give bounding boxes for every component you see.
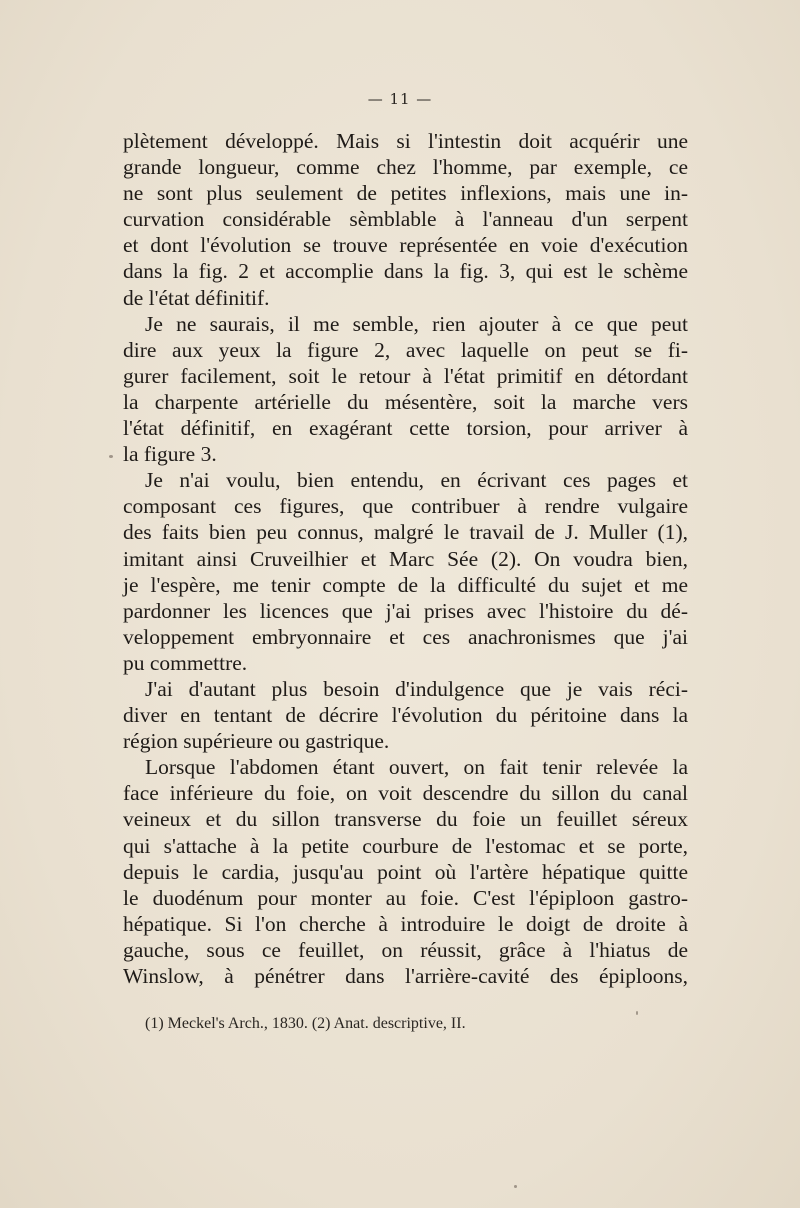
text-line: le duodénum pour monter au foie. C'est l'épiploon gastro- xyxy=(123,885,688,910)
footnote: (1) Meckel's Arch., 1830. (2) Anat. descriptive, II. xyxy=(145,1015,466,1032)
text-line: veineux et du sillon transverse du foie un feuillet séreux xyxy=(123,807,688,832)
text-line: plètement développé. Mais si l'intestin doit acquérir une xyxy=(123,129,688,153)
text-line: grande longueur, comme chez l'homme, par exemple, ce xyxy=(123,155,688,180)
text-line: la charpente artérielle du mésentère, soit la marche vers xyxy=(123,389,688,414)
paragraph-start-line: J'ai d'autant plus besoin d'indulgence que je vais réci- xyxy=(145,676,688,701)
text-line: région supérieure ou gastrique. xyxy=(123,729,390,754)
text-line: l'état définitif, en exagérant cette torsion, pour arriver à xyxy=(123,416,688,441)
page-number: — 11 — xyxy=(367,90,433,108)
text-line: veloppement embryonnaire et ces anachronismes que j'ai xyxy=(123,624,688,649)
text-line: gauche, sous ce feuillet, on réussit, grâce à l'hiatus de xyxy=(123,937,688,962)
text-line: imitant ainsi Cruveilhier et Marc Sée (2). On voudra bien, xyxy=(123,546,688,571)
text-line: dans la fig. 2 et accomplie dans la fig. 3, qui est le schème xyxy=(123,259,688,284)
text-line: dire aux yeux la figure 2, avec laquelle on peut se fi- xyxy=(123,337,688,362)
paper-speck xyxy=(109,455,113,458)
text-line: des faits bien peu connus, malgré le travail de J. Muller (1), xyxy=(123,520,688,545)
text-line: hépatique. Si l'on cherche à introduire le doigt de droite à xyxy=(123,911,688,936)
text-line: pu commettre. xyxy=(123,650,248,675)
paper-speck xyxy=(636,1011,638,1015)
text-line: pardonner les licences que j'ai prises avec l'histoire du dé- xyxy=(123,598,688,623)
text-line: diver en tentant de décrire l'évolution du péritoine dans la xyxy=(123,703,688,728)
paper-speck xyxy=(514,1185,517,1188)
body-text xyxy=(123,128,688,989)
text-line: face inférieure du foie, on voit descendre du sillon du canal xyxy=(123,781,688,806)
text-line: je l'espère, me tenir compte de la difficulté du sujet et me xyxy=(123,572,688,597)
text-line: Winslow, à pénétrer dans l'arrière-cavité des épiploons, xyxy=(123,964,688,988)
text-line: la figure 3. xyxy=(123,442,217,467)
text-line: ne sont plus seulement de petites inflexions, mais une in- xyxy=(123,181,688,206)
text-line: depuis le cardia, jusqu'au point où l'artère hépatique quitte xyxy=(123,859,688,884)
text-line: curvation considérable sèmblable à l'anneau d'un serpent xyxy=(123,207,688,232)
paragraph-start-line: Lorsque l'abdomen étant ouvert, on fait tenir relevée la xyxy=(145,755,688,780)
text-line: qui s'attache à la petite courbure de l'estomac et se porte, xyxy=(123,833,688,858)
text-line: composant ces figures, que contribuer à rendre vulgaire xyxy=(123,494,688,519)
paragraph-start-line: Je ne saurais, il me semble, rien ajouter à ce que peut xyxy=(145,311,688,336)
text-line: et dont l'évolution se trouve représentée en voie d'exécution xyxy=(123,233,688,258)
text-line: gurer facilement, soit le retour à l'état primitif en détordant xyxy=(123,363,688,388)
paragraph-start-line: Je n'ai voulu, bien entendu, en écrivant ces pages et xyxy=(145,468,688,493)
text-line: de l'état définitif. xyxy=(123,285,270,310)
